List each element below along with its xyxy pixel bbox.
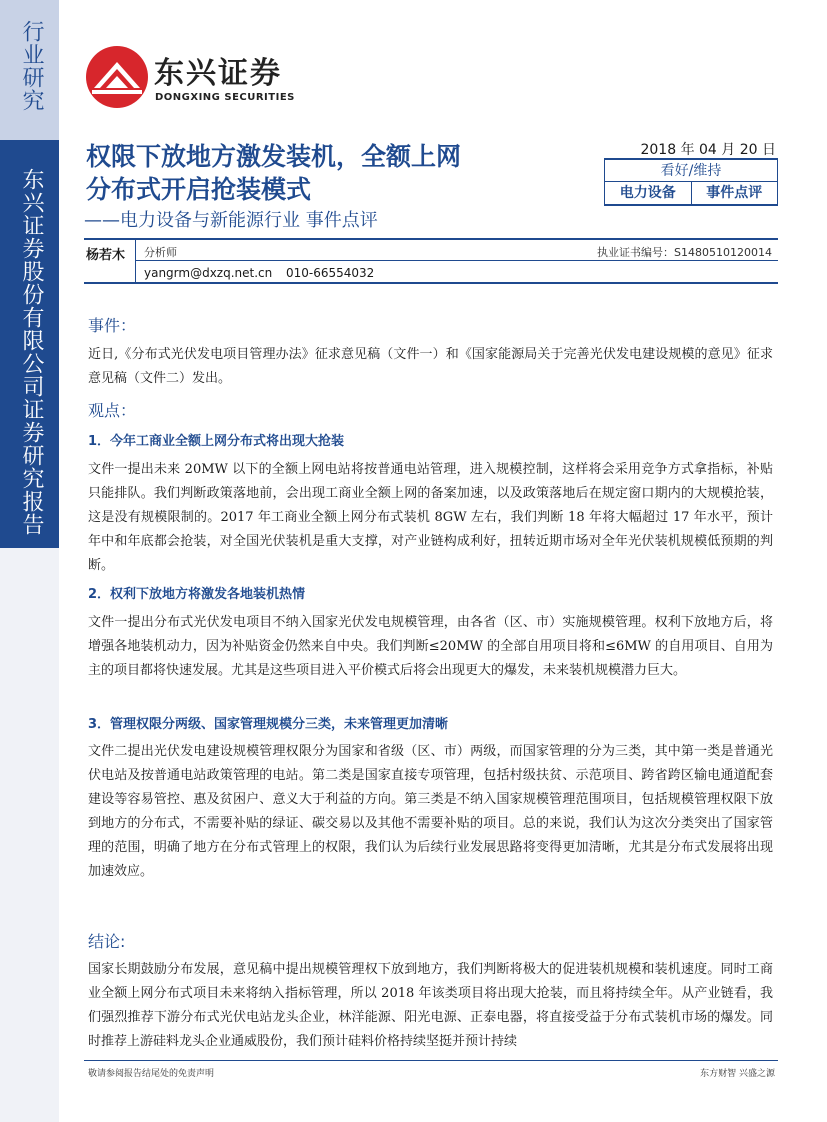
section3-title: 3．管理权限分两级、国家管理规模分三类，未来管理更加清晰 bbox=[88, 717, 449, 732]
analyst-name: 杨若木 bbox=[84, 240, 136, 282]
analyst-email[interactable]: yangrm@dxzq.net.cn bbox=[144, 266, 273, 280]
conclusion-heading: 结论: bbox=[88, 932, 126, 951]
analyst-phone: 010-66554032 bbox=[286, 266, 375, 280]
report-tags bbox=[604, 182, 778, 206]
report-title-line1: 权限下放地方激发装机，全额上网 bbox=[86, 142, 462, 171]
sidebar-company-band bbox=[0, 140, 59, 548]
report-date: 2018 年 04 月 20 日 bbox=[604, 139, 778, 160]
sidebar-category-band bbox=[0, 0, 59, 140]
analyst-info-row bbox=[136, 240, 778, 261]
logo-name-cn: 东兴证券 bbox=[154, 56, 282, 91]
left-sidebar bbox=[0, 0, 59, 1122]
section3-paragraph: 文件二提出光伏发电建设规模管理权限分为国家和省级（区、市）两级，而国家管理的分为三类，其中第一类是普通光伏电站及按普通电站政策管理的电站。第二类是国家直接专项管理，包括村级扶贫、示范项目、跨省跨区输电通道配套建设等容易管控、惠及贫困户、意义大于利益的方向。第三类是不纳入国家规模管理范围项目，包括规模管理权限下放到地方的分布式，不需要补贴的绿证、碳交易以及其他不需要补贴的项目。总的来说，我们认为这次分类突出了国家管理的范围，明确了地方在分布式管理上的权限，我们认为后续行业发展思路将变得更加清晰，尤其是分布式发展将出现加速效应。 bbox=[88, 744, 773, 879]
sidebar-blank-band bbox=[0, 548, 59, 1122]
report-subtitle: ——电力设备与新能源行业 事件点评 bbox=[84, 210, 378, 231]
sidebar-category-label: 行业研究 bbox=[19, 20, 44, 112]
analyst-cert: 执业证书编号：S1480510120014 bbox=[597, 246, 772, 259]
event-heading: 事件： bbox=[88, 316, 137, 335]
footer-slogan: 东方财智 兴盛之源 bbox=[700, 1069, 775, 1079]
report-title bbox=[86, 140, 461, 206]
logo-emblem-icon bbox=[84, 44, 150, 110]
report-meta-box bbox=[604, 139, 778, 206]
section1-title: 1．今年工商业全额上网分布式将出现大抢装 bbox=[88, 434, 345, 449]
analyst-role: 分析师 bbox=[144, 246, 177, 259]
report-title-line2: 分布式开启抢装模式 bbox=[86, 175, 312, 204]
event-paragraph: 近日,《分布式光伏发电项目管理办法》征求意见稿（文件一）和《国家能源局关于完善光伏发电建设规模的意见》征求意见稿（文件二）发出。 bbox=[88, 347, 773, 386]
tag-industry: 电力设备 bbox=[619, 185, 676, 201]
report-rating: 看好/维持 bbox=[604, 160, 778, 182]
conclusion-paragraph: 国家长期鼓励分布发展，意见稿中提出规模管理权下放到地方，我们判断将极大的促进装机规模和装机速度。同时工商业全额上网分布式项目未来将纳入指标管理，所以 2018 年该类项目将出现大抢装，而且将持续全年。从产业链看，我们强烈推荐下游分布式光伏电站龙头企业，林洋能源、阳光电源、正泰电器，将直接受益于分布式装机市场的爆发。同时推荐上游硅料龙头企业通威股份，我们预计硅料价格持续坚挺并预计持续 bbox=[88, 962, 773, 1049]
company-logo bbox=[84, 44, 324, 114]
footer-disclaimer: 敬请参阅报告结尾处的免责声明 bbox=[88, 1069, 215, 1079]
sidebar-company-label: 东兴证券股份有限公司证券研究报告 bbox=[19, 168, 44, 536]
footer-divider bbox=[84, 1060, 778, 1061]
section1-paragraph: 文件一提出未来 20MW 以下的全额上网电站将按普通电站管理，进入规模控制，这样将会采用竞争方式拿指标，补贴只能排队。我们判断政策落地前，会出现工商业全额上网的备案加速，以及政策落地后在规定窗口期内的大规模抢装，这是没有规模限制的。2017 年工商业全额上网分布式装机 8GW 左右，我们判断 18 年将大幅超过 17 年水平，预计年中和年底都会抢装，对全国光伏装机是重大支撑，对产业链构成利好，扭转近期市场对全年光伏装机规模低预期的判断。 bbox=[88, 462, 773, 573]
section2-title: 2．权利下放地方将激发各地装机热情 bbox=[88, 587, 306, 602]
section2-paragraph: 文件一提出分布式光伏发电项目不纳入国家光伏发电规模管理，由各省（区、市）实施规模管理。权利下放地方后，将增强各地装机动力，因为补贴资金仍然来自中央。我们判断≤20MW 的全部自用项目将和≤6MW 的自用项目、自用为主的项目都将快速发展。尤其是这些项目进入平价模式后将会出现更大的爆发，未来装机规模潜力巨大。 bbox=[88, 615, 773, 678]
tag-type: 事件点评 bbox=[691, 182, 778, 204]
view-heading: 观点： bbox=[88, 401, 137, 420]
logo-name-en: DONGXING SECURITIES bbox=[155, 92, 295, 103]
analyst-table bbox=[84, 238, 778, 284]
